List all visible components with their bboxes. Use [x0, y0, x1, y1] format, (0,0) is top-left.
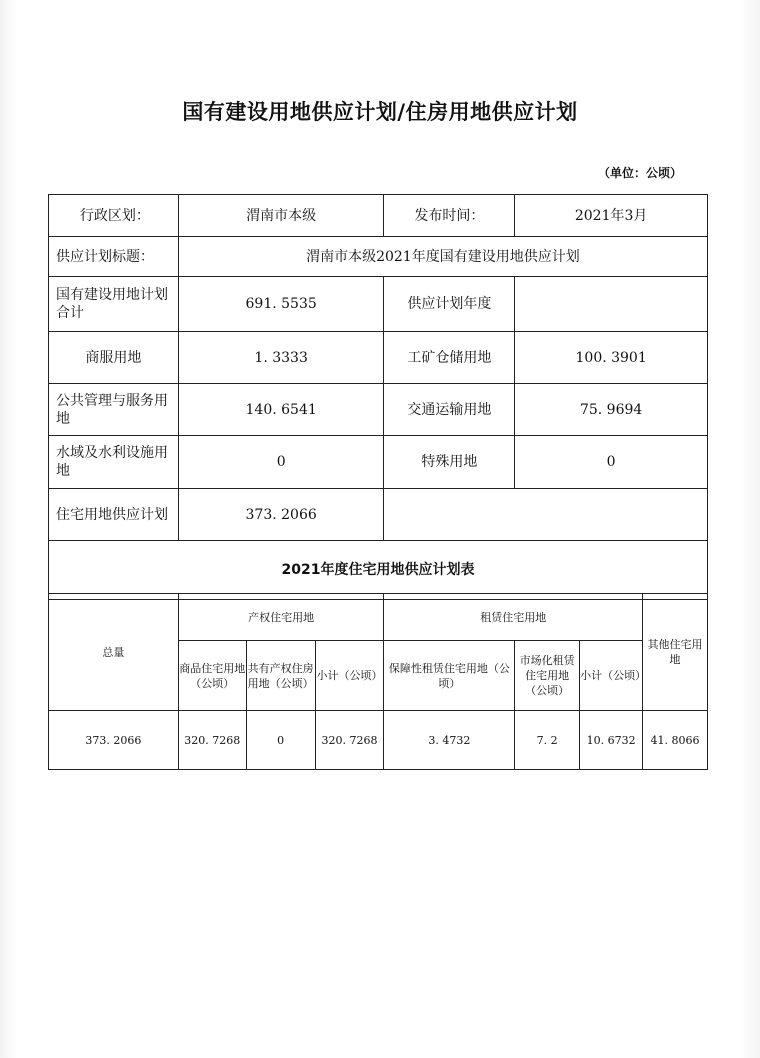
water-land-value: 0 — [178, 436, 384, 489]
other-housing-value: 41. 8066 — [643, 711, 708, 770]
other-housing-header: 其他住宅用地 — [643, 594, 708, 711]
district-value: 渭南市本级 — [178, 195, 384, 237]
table-row — [49, 237, 708, 277]
property-subtotal-header: 小计（公顷） — [315, 641, 384, 711]
table-row — [49, 277, 708, 332]
commercial-land-label: 商服用地 — [49, 332, 179, 384]
publish-time-value: 2021年3月 — [515, 195, 708, 237]
affordable-rental-value: 3. 4732 — [384, 711, 515, 770]
table-row — [49, 594, 708, 641]
plan-year-value — [515, 277, 708, 332]
total-plan-value: 691. 5535 — [178, 277, 384, 332]
rental-housing-header: 租赁住宅用地 — [384, 594, 643, 641]
housing-table-subtitle: 2021年度住宅用地供应计划表 — [49, 541, 708, 600]
property-subtotal-value: 320. 7268 — [315, 711, 384, 770]
plan-title-value: 渭南市本级2021年度国有建设用地供应计划 — [178, 237, 707, 277]
property-housing-header: 产权住宅用地 — [178, 594, 384, 641]
table-row — [49, 436, 708, 489]
housing-supply-table — [48, 593, 708, 770]
unit-note: （单位：公顷） — [597, 166, 682, 180]
total-value: 373. 2066 — [49, 711, 179, 770]
document-title: 国有建设用地供应计划/住房用地供应计划 — [182, 100, 578, 124]
transport-land-value: 75. 9694 — [515, 384, 708, 436]
residential-plan-extra — [384, 489, 708, 541]
total-header: 总量 — [49, 594, 179, 711]
special-land-label: 特殊用地 — [384, 436, 515, 489]
table-row — [49, 541, 708, 600]
table-row — [49, 384, 708, 436]
residential-plan-label: 住宅用地供应计划 — [49, 489, 179, 541]
commercial-land-value: 1. 3333 — [178, 332, 384, 384]
rental-subtotal-value: 10. 6732 — [580, 711, 643, 770]
commodity-housing-header: 商品住宅用地（公顷） — [178, 641, 246, 711]
rental-subtotal-header: 小计（公顷） — [580, 641, 643, 711]
plan-year-label: 供应计划年度 — [384, 277, 515, 332]
table-row — [49, 332, 708, 384]
affordable-rental-header: 保障性租赁住宅用地（公顷） — [384, 641, 515, 711]
commodity-housing-value: 320. 7268 — [178, 711, 246, 770]
table-row — [49, 489, 708, 541]
table-row — [49, 711, 708, 770]
shared-ownership-value: 0 — [246, 711, 315, 770]
industrial-land-value: 100. 3901 — [515, 332, 708, 384]
district-label: 行政区划： — [49, 195, 179, 237]
market-rental-value: 7. 2 — [515, 711, 580, 770]
residential-plan-value: 373. 2066 — [178, 489, 384, 541]
water-land-label: 水域及水利设施用地 — [49, 436, 179, 489]
table-row — [49, 195, 708, 237]
total-plan-label: 国有建设用地计划合计 — [49, 277, 179, 332]
public-service-land-label: 公共管理与服务用地 — [49, 384, 179, 436]
land-supply-summary-table — [48, 194, 708, 600]
shared-ownership-header: 共有产权住房用地（公顷） — [246, 641, 315, 711]
publish-time-label: 发布时间： — [384, 195, 515, 237]
plan-title-label: 供应计划标题： — [49, 237, 179, 277]
transport-land-label: 交通运输用地 — [384, 384, 515, 436]
market-rental-header: 市场化租赁住宅用地（公顷） — [515, 641, 580, 711]
industrial-land-label: 工矿仓储用地 — [384, 332, 515, 384]
public-service-land-value: 140. 6541 — [178, 384, 384, 436]
special-land-value: 0 — [515, 436, 708, 489]
